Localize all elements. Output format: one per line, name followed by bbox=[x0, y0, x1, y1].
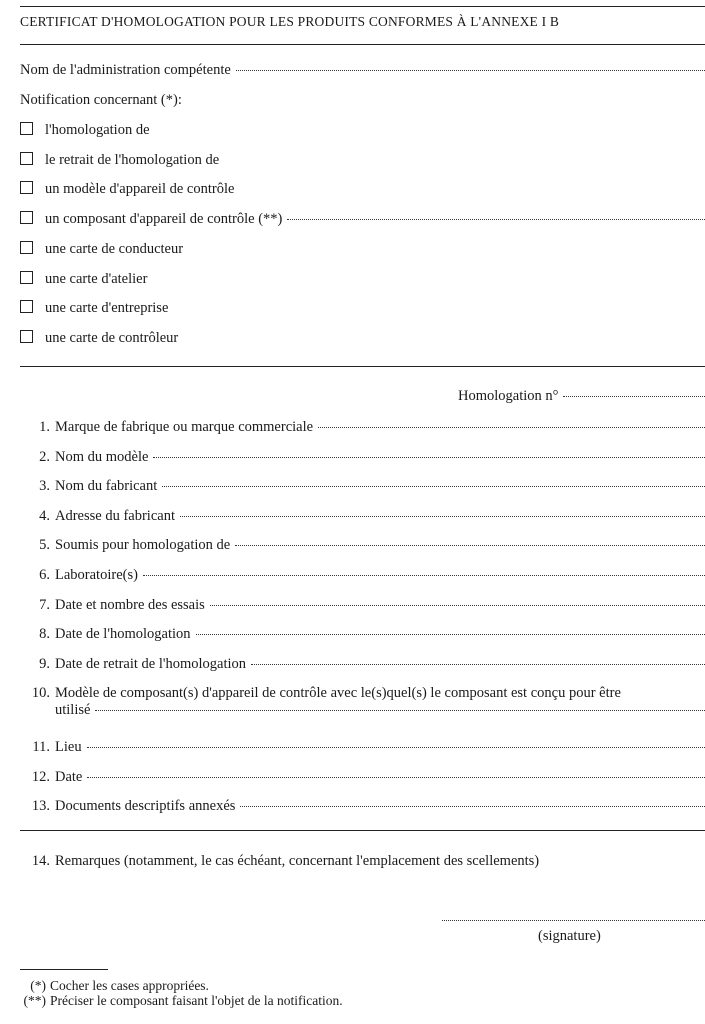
numbered-field-continuation[interactable] bbox=[55, 700, 705, 720]
checkbox-square[interactable] bbox=[20, 241, 33, 254]
field-label: Adresse du fabricant bbox=[55, 507, 175, 524]
field-label: Lieu bbox=[55, 739, 82, 755]
form-title: CERTIFICAT D'HOMOLOGATION POUR LES PRODUITS CONFORMES À L'ANNEXE I B bbox=[20, 14, 560, 29]
field-number: 6. bbox=[39, 567, 50, 583]
footnote bbox=[20, 993, 343, 1009]
numbered-field[interactable] bbox=[20, 767, 705, 787]
field-fill-line[interactable] bbox=[235, 545, 705, 546]
footnote-text: Cocher les cases appropriées. bbox=[50, 978, 209, 993]
numbered-field[interactable] bbox=[20, 654, 705, 674]
footnote-mark: (**) bbox=[23, 993, 46, 1008]
field-label-continuation: utilisé bbox=[55, 702, 91, 719]
footnote bbox=[20, 978, 209, 994]
field-fill-line[interactable] bbox=[210, 605, 705, 606]
field-label: Laboratoire(s) bbox=[55, 567, 138, 583]
field-number: 13. bbox=[31, 798, 50, 815]
field-number: 9. bbox=[39, 655, 50, 672]
field-fill-line[interactable] bbox=[87, 777, 705, 778]
numbered-field[interactable] bbox=[20, 476, 705, 496]
numbered-field[interactable] bbox=[20, 595, 705, 615]
numbered-field[interactable] bbox=[20, 565, 705, 585]
checkbox-label: le retrait de l'homologation de bbox=[45, 151, 220, 168]
checkbox-option[interactable] bbox=[20, 179, 234, 199]
checkbox-label: un modèle d'appareil de contrôle bbox=[45, 181, 235, 198]
checkbox-square[interactable] bbox=[20, 122, 33, 135]
checkbox-square[interactable] bbox=[20, 211, 33, 224]
field-number: 10. bbox=[31, 685, 50, 702]
field-label: Soumis pour homologation de bbox=[55, 537, 231, 554]
authority-label: Nom de l'administration compétente bbox=[20, 62, 231, 78]
checkbox-label: une carte de contrôleur bbox=[45, 329, 179, 346]
field-number: 7. bbox=[39, 596, 50, 613]
checkbox-square[interactable] bbox=[20, 152, 33, 165]
field-fill-line[interactable] bbox=[318, 427, 705, 428]
footnote-text: Préciser le composant faisant l'objet de la notification. bbox=[50, 993, 343, 1008]
field-fill-line[interactable] bbox=[251, 664, 705, 665]
field-label: Nom du modèle bbox=[55, 448, 149, 465]
numbered-field[interactable] bbox=[20, 447, 705, 467]
field-label: Date de l'homologation bbox=[55, 626, 191, 643]
field-number: 5. bbox=[39, 537, 50, 554]
field-label: Marque de fabrique ou marque commerciale bbox=[55, 419, 314, 435]
numbered-field[interactable] bbox=[20, 624, 705, 644]
field-label: Date bbox=[55, 768, 83, 785]
checkbox-option[interactable] bbox=[20, 150, 219, 170]
numbered-field[interactable] bbox=[20, 417, 705, 437]
checkbox-option[interactable] bbox=[20, 209, 705, 229]
numbered-field[interactable] bbox=[20, 506, 705, 526]
field-fill-line[interactable] bbox=[196, 634, 705, 635]
checkbox-option[interactable] bbox=[20, 328, 178, 348]
field-fill-line[interactable] bbox=[162, 486, 705, 487]
remarks-label: Remarques (notamment, le cas échéant, concernant l'emplacement des scellements) bbox=[55, 853, 540, 869]
section-rule-1 bbox=[20, 366, 705, 367]
component-fill-line[interactable] bbox=[287, 219, 705, 220]
certificate-form bbox=[20, 0, 705, 1024]
section-rule-2 bbox=[20, 830, 705, 831]
field-number: 4. bbox=[39, 507, 50, 524]
checkbox-label: un composant d'appareil de contrôle (**) bbox=[45, 211, 283, 228]
checkbox-label: une carte d'atelier bbox=[45, 270, 148, 287]
remarks-field[interactable] bbox=[20, 851, 539, 871]
checkbox-label: une carte de conducteur bbox=[45, 240, 184, 257]
field-fill-line[interactable] bbox=[87, 747, 705, 748]
signature-label: (signature) bbox=[538, 928, 601, 944]
field-fill-line[interactable] bbox=[240, 806, 705, 807]
checkbox-option[interactable] bbox=[20, 269, 147, 289]
field-label: Modèle de composant(s) d'appareil de contrôle avec le(s)quel(s) le composant est conçu pour être bbox=[55, 685, 621, 702]
footnote-mark: (*) bbox=[30, 978, 46, 993]
field-number: 2. bbox=[39, 448, 50, 465]
field-fill-line[interactable] bbox=[95, 710, 705, 711]
field-label: Date et nombre des essais bbox=[55, 596, 205, 613]
notification-heading bbox=[20, 90, 182, 110]
remarks-number: 14. bbox=[31, 853, 50, 869]
footnote-rule bbox=[20, 969, 108, 970]
homologation-number-field[interactable] bbox=[458, 386, 705, 406]
field-number: 1. bbox=[39, 419, 50, 435]
signature-line[interactable] bbox=[442, 920, 705, 921]
checkbox-square[interactable] bbox=[20, 181, 33, 194]
homologation-number-fill-line[interactable] bbox=[563, 396, 705, 397]
field-fill-line[interactable] bbox=[143, 575, 705, 576]
checkbox-label: l'homologation de bbox=[45, 122, 150, 138]
notification-label: Notification concernant (*): bbox=[20, 92, 182, 108]
homologation-number-label: Homologation n° bbox=[458, 388, 559, 404]
numbered-field[interactable] bbox=[20, 535, 705, 555]
checkbox-label: une carte d'entreprise bbox=[45, 300, 169, 317]
checkbox-square[interactable] bbox=[20, 300, 33, 313]
top-rule bbox=[20, 6, 705, 7]
checkbox-option[interactable] bbox=[20, 298, 168, 318]
field-number: 3. bbox=[39, 478, 50, 495]
field-fill-line[interactable] bbox=[153, 457, 705, 458]
numbered-field[interactable] bbox=[20, 737, 705, 757]
checkbox-option[interactable] bbox=[20, 120, 150, 140]
authority-fill-line[interactable] bbox=[236, 70, 705, 71]
checkbox-option[interactable] bbox=[20, 239, 183, 259]
checkbox-square[interactable] bbox=[20, 271, 33, 284]
field-label: Documents descriptifs annexés bbox=[55, 798, 236, 815]
field-number: 8. bbox=[39, 626, 50, 643]
authority-field[interactable] bbox=[20, 60, 705, 80]
field-label: Date de retrait de l'homologation bbox=[55, 655, 247, 672]
checkbox-square[interactable] bbox=[20, 330, 33, 343]
numbered-field[interactable] bbox=[20, 796, 705, 816]
title-rule bbox=[20, 44, 705, 45]
field-label: Nom du fabricant bbox=[55, 478, 158, 495]
field-number: 12. bbox=[31, 768, 50, 785]
field-fill-line[interactable] bbox=[180, 516, 705, 517]
field-number: 11. bbox=[32, 739, 50, 755]
